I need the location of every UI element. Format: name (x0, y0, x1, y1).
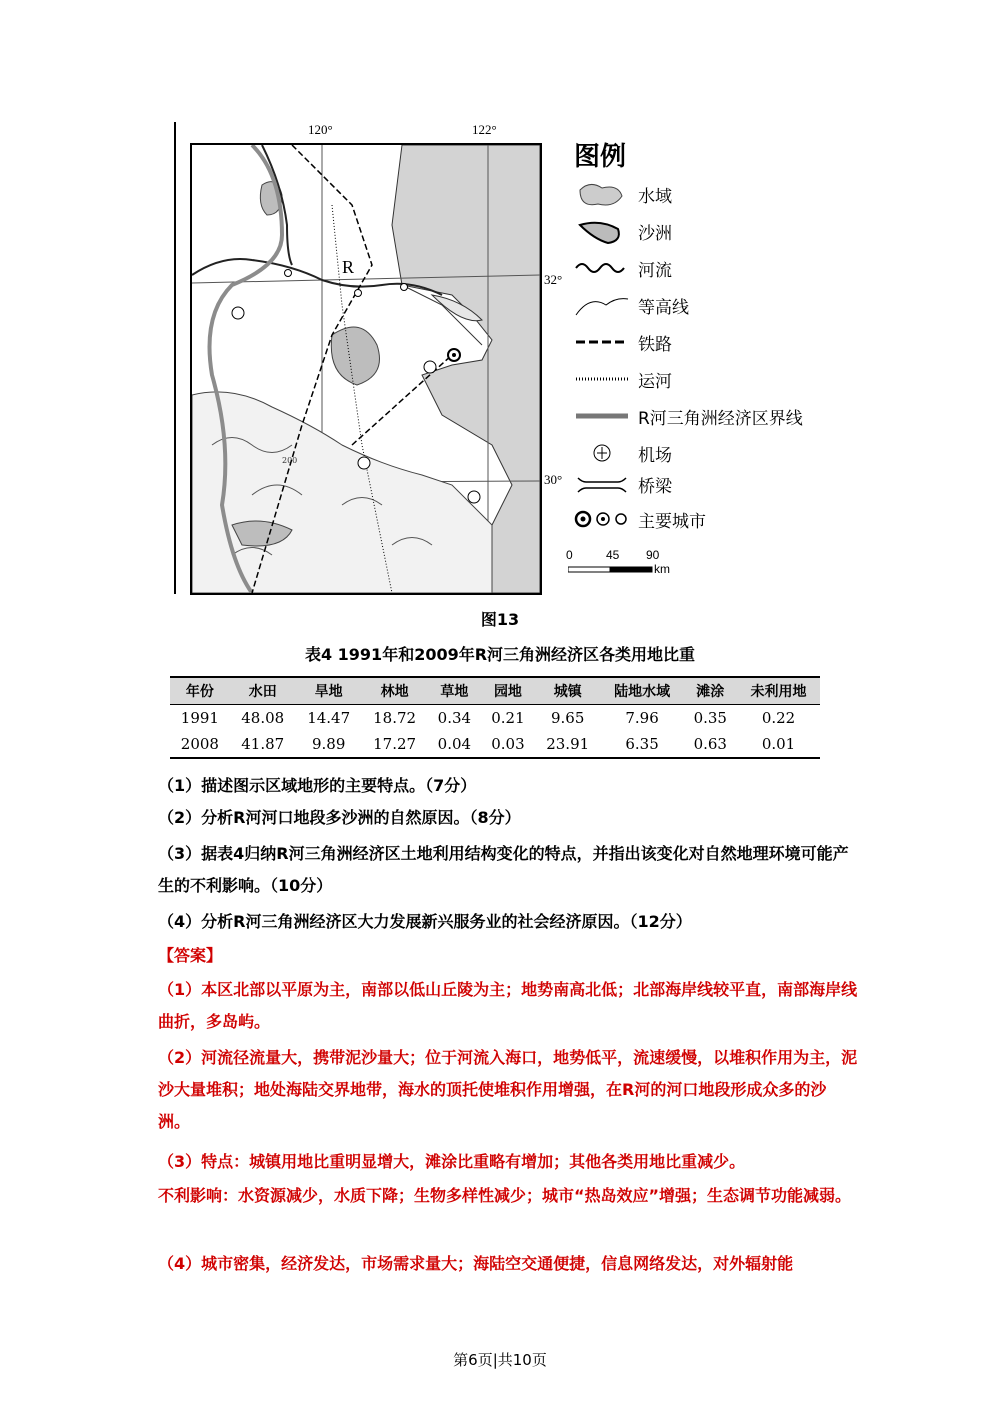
legend-item-city: 主要城市 (574, 505, 874, 533)
water-area-icon (574, 180, 630, 208)
latitude-label-30: 30° (544, 472, 563, 487)
lake-taihu (331, 327, 379, 385)
sandbar-icon (574, 217, 630, 245)
legend-item-bridge: 桥梁 (574, 470, 874, 498)
question-4: （4）分析R河三角洲经济区大力发展新兴服务业的社会经济原因。（12分） (158, 912, 692, 931)
legend-item-boundary: R河三角洲经济区界线 (574, 402, 874, 430)
answer-1: （1）本区北部以平原为主，南部以低山丘陵为主；地势南高北低；北部海岸线较平直，南部海岸线曲折，多岛屿。 (158, 980, 858, 1031)
table-row: 1991 48.08 14.47 18.72 0.34 0.21 9.65 7.96 0.35 0.22 (180, 709, 796, 727)
boundary-icon (574, 402, 630, 430)
legend-item-sandbar: 沙洲 (574, 217, 874, 245)
airport-icon (574, 439, 630, 467)
bridge-icon (574, 470, 630, 498)
page-footer: 第6页|共10页 (453, 1351, 547, 1369)
map-figure (170, 118, 870, 600)
answer-3-features: （3）特点：城镇用地比重明显增大，滩涂比重略有增加；其他各类用地比重减少。 (158, 1152, 746, 1171)
region-label-r: R (342, 257, 355, 277)
legend-item-airport: 机场 (574, 439, 874, 467)
question-1: （1）描述图示区域地形的主要特点。（7分） (158, 776, 477, 795)
table-title: 表4 1991年和2009年R河三角洲经济区各类用地比重 (304, 645, 696, 664)
left-rule (174, 122, 176, 594)
railway-icon (574, 328, 630, 356)
legend-title: 图例 (574, 142, 627, 172)
scale-graphic (568, 564, 658, 574)
legend-item-river: 河流 (574, 254, 874, 282)
contour-label: 200 (282, 456, 298, 465)
legend-item-contour: 等高线 (574, 291, 874, 319)
answer-heading: 【答案】 (158, 946, 223, 965)
legend-item-railway: 铁路 (574, 328, 874, 356)
figure-caption: 图13 (480, 610, 520, 629)
latitude-label-32: 32° (544, 272, 563, 287)
river-icon (574, 254, 630, 282)
legend-item-canal: 运河 (574, 365, 874, 393)
question-2: （2）分析R河河口地段多沙洲的自然原因。（8分） (158, 808, 521, 827)
legend-item-water: 水域 (574, 180, 874, 208)
answer-2: （2）河流径流量大，携带泥沙量大；位于河流入海口，地势低平，流速缓慢，以堆积作用为主，泥沙大量堆积；地处海陆交界地带，海水的顶托使堆积作用增强，在R河的河口地段形成众多的沙洲。 (158, 1048, 858, 1131)
longitude-label-120: 120° (308, 122, 333, 137)
map-drawing (192, 145, 540, 593)
answer-3-impacts: 不利影响：水资源减少，水质下降；生物多样性减少；城市“热岛效应”增强；生态调节功能减弱。 (158, 1186, 852, 1205)
contour-icon (574, 291, 630, 319)
scale-bar: 0 45 90 km (566, 548, 670, 576)
land-use-table (170, 676, 820, 759)
map-frame (190, 143, 542, 595)
table-row: 2008 41.87 9.89 17.27 0.04 0.03 23.91 6.35 0.63 0.01 (170, 731, 820, 758)
table-header-row: 年份 水田 旱地 林地 草地 园地 城镇 陆地水域 滩涂 未利用地 (170, 677, 820, 705)
longitude-label-122: 122° (472, 122, 497, 137)
canal-icon (574, 365, 630, 393)
city-icon (574, 505, 630, 533)
question-3: （3）据表4归纳R河三角洲经济区土地利用结构变化的特点，并指出该变化对自然地理环境可能产生的不利影响。（10分） (158, 844, 849, 895)
answer-4: （4）城市密集，经济发达，市场需求量大；海陆空交通便捷，信息网络发达，对外辐射能 (158, 1254, 794, 1273)
